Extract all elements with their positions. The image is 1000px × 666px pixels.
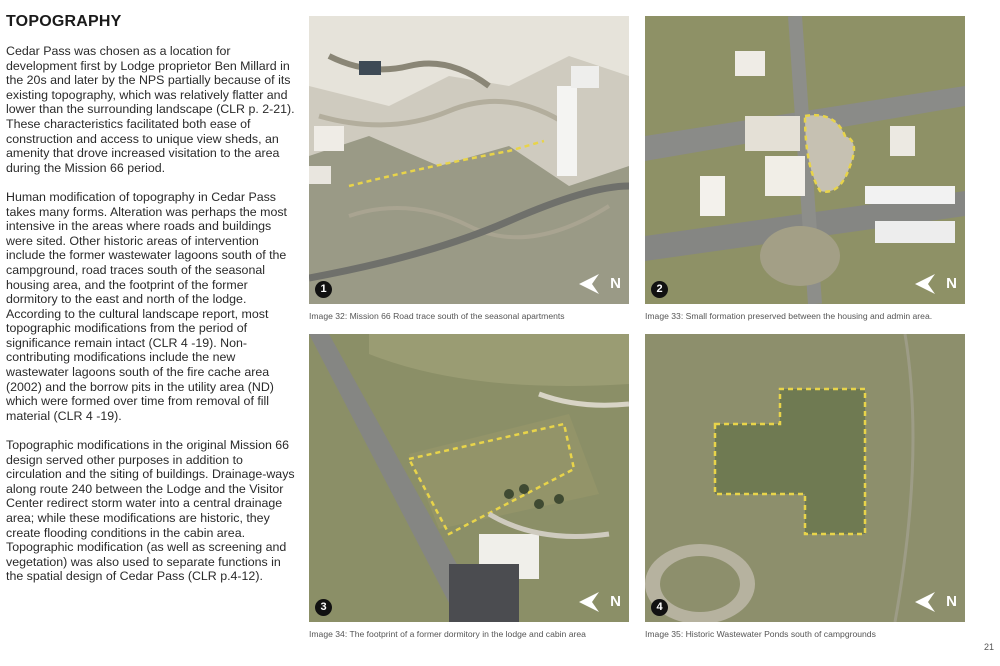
north-label: N [610,275,621,292]
paragraph-3: Topographic modifications in the original Mission 66 design served other purposes in addition to circulation and the siting of buildings. Drainage-ways along route 240 between the Lodge and the Visitor Center redirect storm water into a central drainage area; while these modifications are historic, they create flooding conditions in the cabin area. Topographic modification (as well as screening and vegetation) was also used to separate functions in the spatial design of Cedar Pass (CLR p.4-12). [6,438,295,584]
image-number-badge: 3 [315,599,332,616]
image-caption-4: Image 35: Historic Wastewater Ponds south of campgrounds [645,629,876,639]
body-text [6,44,296,599]
north-arrow-icon [913,590,957,614]
aerial-photo-4 [645,334,965,622]
north-arrow-icon [913,272,957,296]
image-number-badge: 1 [315,281,332,298]
aerial-photo-3 [309,334,629,622]
north-arrow-icon [577,272,621,296]
paragraph-2: Human modification of topography in Cedar Pass takes many forms. Alteration was perhaps the most intensive in the areas where roads and buildings were sited. Other historic areas of intervention include the former wastewater lagoons south of the campground, road traces south of the seasonal housing area, and the footprint of the former dormitory to the east and north of the lodge. According to the cultural landscape report, most topographic modifications from the period of significance remain intact (CLR 4 -19). Non-contributing modifications include the new wastewater lagoons south of the fire cache area (2002) and the borrow pits in the utility area (ND) which were formed over time from removal of fill material (CLR 4 -19). [6,189,287,423]
paragraph-1: Cedar Pass was chosen as a location for development first by Lodge proprietor Ben Millard in the 20s and later by the NPS partially because of its existing topography, which was relatively flatter and lower than the surrounding landscape (CLR p. 2-21). These characteristics facilitated both ease of construction and access to unique view sheds, an amenity that drove increased visitation to the area during the Mission 66 period. [6,44,295,175]
image-number-badge: 2 [651,281,668,298]
north-label: N [946,593,957,610]
page-number: 21 [983,642,994,652]
aerial-photo-2 [645,16,965,304]
aerial-photo-1 [309,16,629,304]
image-caption-3: Image 34: The footprint of a former dormitory in the lodge and cabin area [309,629,586,639]
image-caption-1: Image 32: Mission 66 Road trace south of the seasonal apartments [309,311,565,321]
north-label: N [946,275,957,292]
image-number-badge: 4 [651,599,668,616]
north-arrow-icon [577,590,621,614]
image-caption-2: Image 33: Small formation preserved between the housing and admin area. [645,311,933,321]
page-title: TOPOGRAPHY [6,13,122,30]
north-label: N [610,593,621,610]
